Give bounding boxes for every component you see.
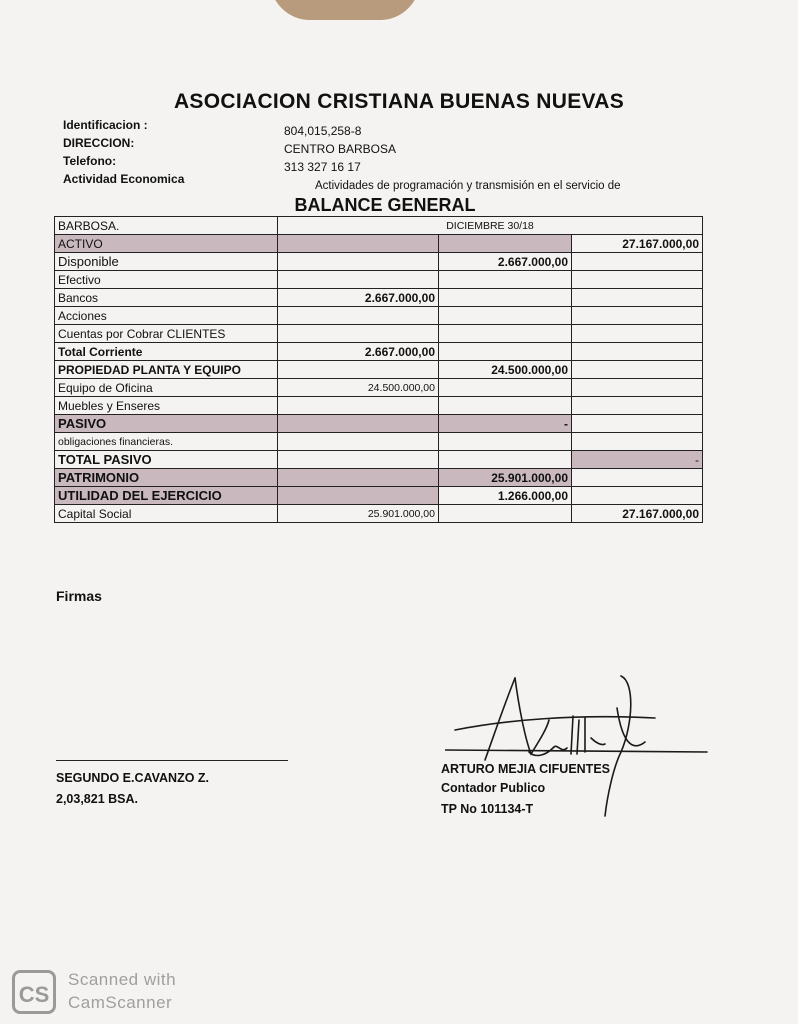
identification-label: Identificacion : [63, 118, 148, 132]
right-signer-role: Contador Publico [441, 781, 546, 795]
row-label: PASIVO [55, 415, 278, 433]
finger-shadow [270, 0, 420, 20]
cell [278, 415, 439, 433]
report-title: BALANCE GENERAL [294, 195, 476, 215]
row-label: obligaciones financieras. [55, 433, 278, 451]
phone-label: Telefono: [63, 154, 117, 168]
cell [572, 469, 703, 487]
address-value: CENTRO BARBOSA [284, 142, 397, 156]
camscanner-logo-icon: CS [12, 970, 56, 1014]
row-label: Cuentas por Cobrar CLIENTES [55, 325, 278, 343]
cell [439, 397, 572, 415]
cell-value: 25.901.000,00 [278, 505, 439, 523]
cell [572, 361, 703, 379]
left-signature-line [56, 760, 288, 761]
cell [572, 487, 703, 505]
cell [572, 325, 703, 343]
cell [278, 325, 439, 343]
total-assets-value: 27.167.000,00 [572, 235, 703, 253]
cell [572, 289, 703, 307]
cell-value: 24.500.000,00 [439, 361, 572, 379]
cell [572, 343, 703, 361]
row-label: Disponible [55, 253, 278, 271]
left-signer-id: 2,03,821 BSA. [56, 792, 138, 806]
cell-value: 27.167.000,00 [572, 505, 703, 523]
row-label: Equipo de Oficina [55, 379, 278, 397]
cell [439, 235, 572, 253]
row-label: Capital Social [55, 505, 278, 523]
cell [439, 271, 572, 289]
table-row [55, 451, 703, 469]
identification-value: 804,015,258-8 [284, 124, 362, 138]
row-label: UTILIDAD DEL EJERCICIO [55, 487, 278, 505]
row-label: PROPIEDAD PLANTA Y EQUIPO [55, 361, 278, 379]
row-label: Bancos [55, 289, 278, 307]
economic-activity-value: Actividades de programación y transmisión en el servicio de [315, 180, 621, 192]
organization-title: ASOCIACION CRISTIANA BUENAS NUEVAS [173, 90, 625, 113]
cell-value: 25.901.000,00 [439, 469, 572, 487]
cell [278, 487, 439, 505]
table-row [55, 397, 703, 415]
cell [278, 307, 439, 325]
table-row [55, 361, 703, 379]
table-row [55, 307, 703, 325]
left-signer-name: SEGUNDO E.CAVANZO Z. [56, 771, 210, 785]
table-row [55, 433, 703, 451]
table-row [55, 253, 703, 271]
row-label: Efectivo [55, 271, 278, 289]
cell-value: 2.667.000,00 [278, 289, 439, 307]
table-row [55, 379, 703, 397]
cell [278, 469, 439, 487]
table-row [55, 505, 703, 523]
address-label: DIRECCION: [63, 136, 135, 150]
watermark-line-1: Scanned with [68, 970, 177, 989]
row-label: ACTIVO [55, 235, 278, 253]
row-label: PATRIMONIO [55, 469, 278, 487]
cell [439, 505, 572, 523]
cell-value: 2.667.000,00 [439, 253, 572, 271]
right-signer-name: ARTURO MEJIA CIFUENTES [441, 762, 610, 776]
location-cell: BARBOSA. [55, 217, 278, 235]
row-label: Acciones [55, 307, 278, 325]
cell [278, 433, 439, 451]
cell [572, 379, 703, 397]
cell-value: - [572, 451, 703, 469]
cell [572, 397, 703, 415]
balance-table [54, 216, 703, 523]
signatures-heading: Firmas [56, 588, 102, 604]
row-label: TOTAL PASIVO [55, 451, 278, 469]
watermark-line-2: CamScanner [68, 993, 173, 1012]
cell [439, 433, 572, 451]
table-row [55, 415, 703, 433]
row-label: Total Corriente [55, 343, 278, 361]
table-row [55, 235, 703, 253]
phone-value: 313 327 16 17 [284, 160, 361, 174]
economic-activity-label: Actividad Economica [63, 172, 185, 186]
cell-value: 24.500.000,00 [278, 379, 439, 397]
cell [572, 415, 703, 433]
cell [572, 307, 703, 325]
cell-value: 1.266.000,00 [439, 487, 572, 505]
table-row [55, 487, 703, 505]
table-row [55, 271, 703, 289]
table-row [55, 217, 703, 235]
cell [278, 451, 439, 469]
date-cell: DICIEMBRE 30/18 [278, 217, 703, 235]
cell [572, 433, 703, 451]
cell [572, 253, 703, 271]
cell [278, 397, 439, 415]
cell [278, 271, 439, 289]
cell [439, 451, 572, 469]
cell [278, 361, 439, 379]
row-label: Muebles y Enseres [55, 397, 278, 415]
cell [439, 325, 572, 343]
table-row [55, 343, 703, 361]
table-row [55, 469, 703, 487]
handwritten-signature-icon [445, 668, 715, 818]
cell [439, 307, 572, 325]
cell-value: 2.667.000,00 [278, 343, 439, 361]
table-row [55, 325, 703, 343]
cell [439, 379, 572, 397]
cell [439, 289, 572, 307]
cell-value: - [439, 415, 572, 433]
cell [439, 343, 572, 361]
cell [278, 235, 439, 253]
cell [278, 253, 439, 271]
cell [572, 271, 703, 289]
table-row [55, 289, 703, 307]
right-signer-license: TP No 101134-T [441, 802, 534, 816]
